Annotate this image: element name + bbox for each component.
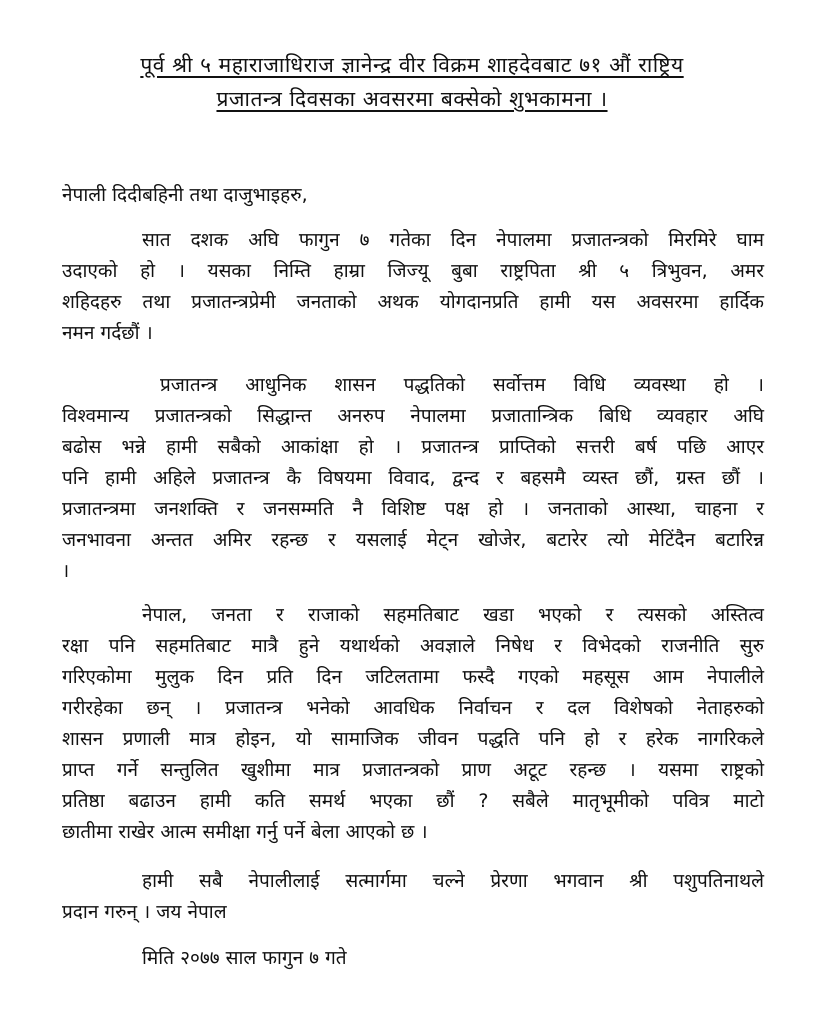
paragraph-3-line-5: शासन प्रणाली मात्र होइन, यो सामाजिक जीवन पद्धति पनि हो र हरेक नागरिकले [62, 728, 764, 750]
paragraph-3-line-7: प्रतिष्ठा बढाउन हामी कति समर्थ भएका छौं ? सबैले मातृभूमीको पवित्र माटो [62, 790, 764, 812]
paragraph-2-line-5: प्रजातन्त्रमा जनशक्ति र जनसम्मति नै विशिष्ट पक्ष हो । जनताको आस्था, चाहना र [62, 498, 764, 520]
paragraph-3-line-6: प्राप्त गर्ने सन्तुलित खुशीमा मात्र प्रजातन्त्रको प्राण अटूट रहन्छ । यसमा राष्ट्रको [62, 759, 764, 781]
paragraph-2-line-3: बढोस भन्ने हामी सबैको आकांक्षा हो । प्रजातन्त्र प्राप्तिको सत्तरी बर्ष पछि आएर [62, 436, 764, 458]
document-title-line-2: प्रजातन्त्र दिवसका अवसरमा बक्सेको शुभकामना । [216, 87, 608, 111]
paragraph-1-line-4: नमन गर्दछौं । [62, 322, 153, 344]
paragraph-4-line-1: हामी सबै नेपालीलाई सत्मार्गमा चल्ने प्रेरणा भगवान श्री पशुपतिनाथले [142, 870, 764, 892]
paragraph-3-line-1: नेपाल, जनता र राजाको सहमतिबाट खडा भएको र त्यसको अस्तित्व [142, 604, 764, 626]
paragraph-1-line-1: सात दशक अघि फागुन ७ गतेका दिन नेपालमा प्रजातन्त्रको मिरमिरे घाम [142, 229, 764, 251]
salutation: नेपाली दिदीबहिनी तथा दाजुभाइहरु, [62, 184, 308, 206]
paragraph-4-line-2: प्रदान गरुन् । जय नेपाल [62, 901, 227, 923]
document-title-line-1: पूर्व श्री ५ महाराजाधिराज ज्ञानेन्द्र वीर विक्रम शाहदेवबाट ७१ औं राष्ट्रिय [140, 53, 684, 77]
date-line: मिति २०७७ साल फागुन ७ गते [142, 947, 347, 969]
paragraph-2-line-1: प्रजातन्त्र आधुनिक शासन पद्धतिको सर्वोत्तम विधि व्यवस्था हो । [160, 374, 764, 396]
paragraph-3-line-4: गरीरहेका छन् । प्रजातन्त्र भनेको आवधिक निर्वाचन र दल विशेषको नेताहरुको [62, 697, 764, 719]
paragraph-1-line-2: उदाएको हो । यसका निम्ति हाम्रा जिज्यू बुबा राष्ट्रपिता श्री ५ त्रिभुवन, अमर [62, 260, 764, 282]
paragraph-1-line-3: शहिदहरु तथा प्रजातन्त्रप्रेमी जनताको अथक योगदानप्रति हामी यस अवसरमा हार्दिक [62, 291, 764, 313]
paragraph-2-line-2: विश्वमान्य प्रजातन्त्रको सिद्धान्त अनरुप नेपालमा प्रजातान्त्रिक बिधि व्यवहार अघि [62, 405, 764, 427]
paragraph-2-line-6: जनभावना अन्तत अमिर रहन्छ र यसलाई मेट्न खोजेर, बटारेर त्यो मेटिंदैन बटारिन्न [62, 529, 764, 551]
paragraph-3-line-8: छातीमा राखेर आत्म समीक्षा गर्नु पर्ने बेला आएको छ । [62, 821, 428, 843]
paragraph-2-line-7: । [62, 560, 70, 582]
paragraph-2-line-4: पनि हामी अहिले प्रजातन्त्र कै विषयमा विवाद, द्वन्द र बहसमै व्यस्त छौं, ग्रस्त छौं । [62, 467, 764, 489]
paragraph-3-line-2: रक्षा पनि सहमतिबाट मात्रै हुने यथार्थको अवज्ञाले निषेध र विभेदको राजनीति सुरु [62, 635, 764, 657]
paragraph-3-line-3: गरिएकोमा मुलुक दिन प्रति दिन जटिलतामा फस्दै गएको महसूस आम नेपालीले [62, 666, 764, 688]
